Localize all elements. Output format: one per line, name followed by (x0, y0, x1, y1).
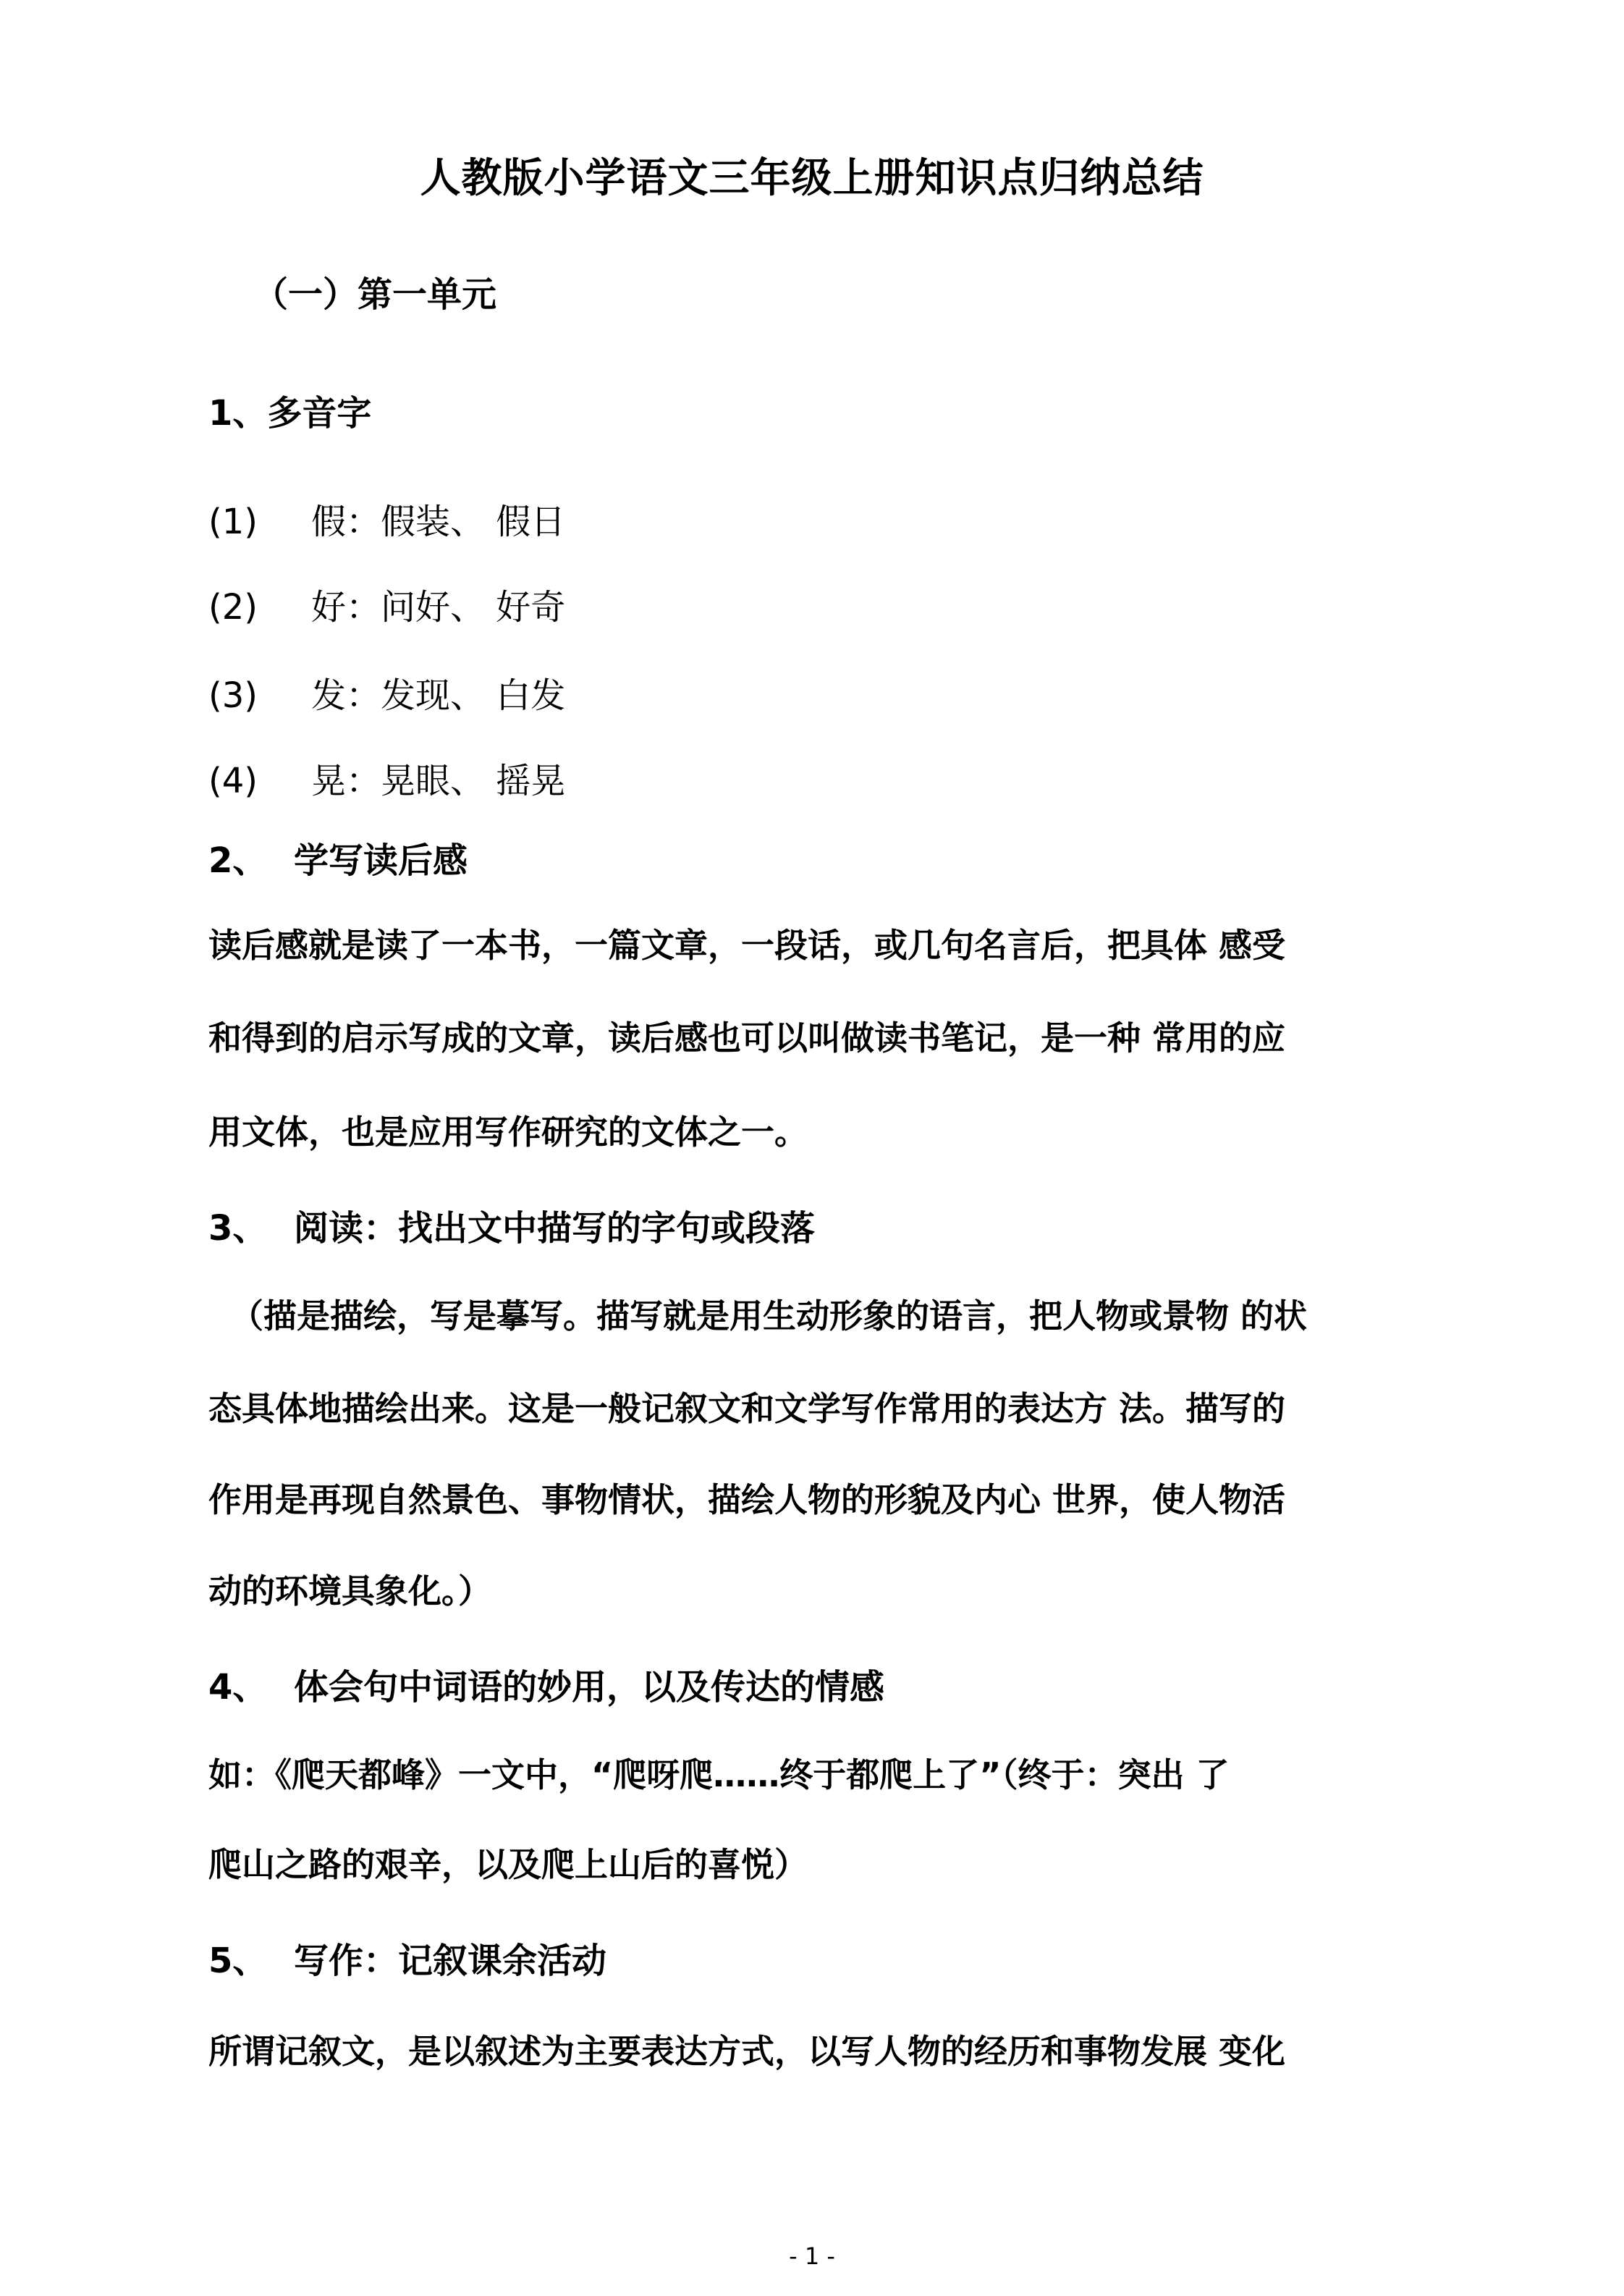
paragraph-line: 和得到的启示写成的文章，读后感也可以叫做读书笔记，是一种 常用的应 (208, 1018, 1286, 1058)
item-text: 好：问好、 好奇 (311, 587, 566, 628)
item-number: (2) (208, 587, 258, 628)
section-number: 4、 (208, 1667, 268, 1708)
paragraph-line: （描是描绘，写是摹写。描写就是用生动形象的语言，把人物或景物 的状 (230, 1296, 1308, 1335)
polyphone-item (208, 667, 565, 717)
item-text: 假：假装、 假日 (311, 502, 566, 542)
paragraph-line: 用文体，也是应用写作研究的文体之一。 (208, 1113, 808, 1152)
paragraph-line: 爬山之路的艰辛，以及爬上山后的喜悦） (208, 1845, 808, 1884)
paragraph-line: 读后感就是读了一本书，一篇文章，一段话，或几句名言后，把具体 感受 (208, 926, 1286, 965)
section-title: 体会句中词语的妙用，以及传达的情感 (294, 1667, 885, 1708)
section-3-heading (208, 1200, 815, 1250)
section-number: 5、 (208, 1941, 268, 1981)
section-title: 学写读后感 (294, 840, 468, 881)
item-text: 晃：晃眼、 摇晃 (311, 761, 566, 801)
section-title: 写作：记叙课余活动 (294, 1941, 607, 1981)
page-number: - 1 - (789, 2242, 835, 2270)
item-number: (4) (208, 761, 258, 801)
polyphone-item (208, 753, 565, 803)
item-number: (1) (208, 502, 258, 542)
unit-heading: （一）第一单元 (253, 274, 497, 315)
document-title: 人教版小学语文三年级上册知识点归纳总结 (420, 155, 1204, 202)
paragraph-line: 作用是再现自然景色、事物情状，描绘人物的形貌及内心 世界，使人物活 (208, 1480, 1286, 1519)
paragraph-line: 态具体地描绘出来。这是一般记叙文和文学写作常用的表达方 法。描写的 (208, 1389, 1286, 1428)
section-4-heading (208, 1659, 884, 1709)
section-number: 2、 (208, 840, 268, 881)
section-title: 阅读：找出文中描写的字句或段落 (294, 1208, 816, 1249)
polyphone-item (208, 579, 565, 629)
paragraph-line: 如：《爬天都峰》一文中，“爬呀爬……终于都爬上了”（终于：突出 了 (208, 1755, 1230, 1794)
section-number: 3、 (208, 1208, 268, 1249)
item-number: (3) (208, 675, 258, 716)
paragraph-line: 动的环境具象化。） (208, 1571, 491, 1611)
section-2-heading (208, 832, 468, 882)
item-text: 发：发现、 白发 (311, 675, 566, 716)
section-5-heading (208, 1933, 606, 1983)
paragraph-line: 所谓记叙文，是以叙述为主要表达方式，以写人物的经历和事物发展 变化 (208, 2032, 1286, 2071)
section-1-heading: 1、多音字 (208, 393, 372, 434)
polyphone-item (208, 494, 565, 544)
